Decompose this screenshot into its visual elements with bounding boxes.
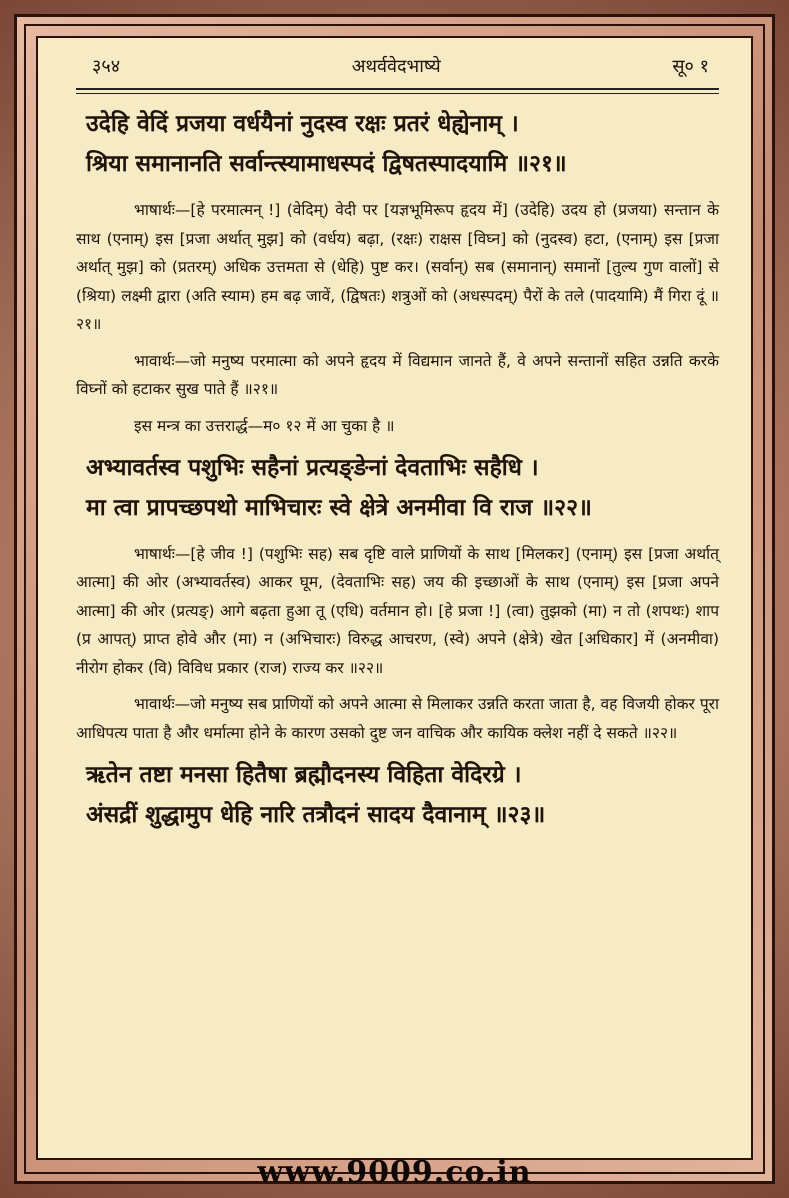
- mantra-22-line-2: मा त्वा प्रापच्छपथो माभिचारः स्वे क्षेत्रे अनमीवा वि राज ॥२२॥: [86, 493, 592, 521]
- header-rule: [76, 88, 719, 90]
- book-title: अथर्ववेदभाष्ये: [351, 56, 441, 77]
- mantra-23-line-1: ऋतेन तष्टा मनसा हितैषा ब्रह्मौदनस्य विहिता वेदिरग्रे ।: [86, 761, 522, 788]
- sukta-number: सू० १: [672, 56, 709, 77]
- mantra-21-line-1: उदेहि वेदिं प्रजया वर्धयैनां नुदस्व रक्षः प्रतरं धेह्येनाम् ।: [86, 110, 519, 137]
- mantra-23-line-2: अंसद्रीं शुद्धामुप धेहि नारि तत्रौदनं सादय दैवानाम् ॥२३॥: [86, 801, 546, 828]
- scanned-page: [36, 36, 753, 1160]
- bhasharth-22: भाषार्थः—[हे जीव !] (पशुभिः सह) सब दृष्टि वाले प्राणियों के साथ [मिलकर] (एनाम्) इस [प्रजा अर्थात् आत्मा] की ओर (अभ्यावर्तस्व) आकर घूम, (देवताभिः सह) जय की इच्छाओं के साथ (एनाम्) इस [प्रजा अपने आत्मा] की ओर (प्रत्यङ्) आगे बढ़ता हुआ तू (एधि) वर्तमान हो। [हे प्रजा !] (त्वा) तुझको (मा) न तो (शपथः) शाप (प्र आपत्) प्राप्त होवे और (मा) न (अभिचारः) विरुद्ध आचरण, (स्वे) अपने (क्षेत्रे) खेत [अधिकार] में (अनमीवा) नीरोग होकर (वि) विविध प्रकार (राज) राज्य कर ॥२२॥: [76, 544, 719, 677]
- note-21: इस मन्त्र का उत्तरार्द्ध—म० १२ में आ चुका है ॥: [134, 416, 395, 435]
- bhavarth-21: भावार्थः—जो मनुष्य परमात्मा को अपने हृदय में विद्यमान जानते हैं, वे अपने सन्तानों सहित उन्नति करके विघ्नों को हटाकर सुख पाते हैं ॥२१॥: [76, 351, 719, 398]
- header-rule-secondary: [76, 93, 719, 94]
- page-header: [76, 50, 719, 82]
- page-number: ३५४: [92, 56, 121, 77]
- bhasharth-21: भाषार्थः—[हे परमात्मन् !] (वेदिम्) वेदी पर [यज्ञभूमिरूप हृदय में] (उदेहि) उदय हो (प्रजया) सन्तान के साथ (एनाम्) इस [प्रजा अर्थात् मुझ] को (वर्धय) बढ़ा, (रक्षः) राक्षस [विघ्न] को (नुदस्व) हटा, (एनाम्) इस [प्रजा अर्थात् मुझ] को (प्रतरम्) अधिक उत्तमता से (धेहि) पुष्ट कर। (सर्वान्) सब (समानान्) समानों [तुल्य गुण वालों] से (श्रिया) लक्ष्मी द्वारा (अति स्याम) हम बढ़ जावें, (द्विषतः) शत्रुओं को (अधस्पदम्) पैरों के तले (पादयामि) मैं गिरा दूं ॥२१॥: [76, 201, 719, 333]
- website-footer: www.9009.co.in: [257, 1155, 532, 1190]
- mantra-22-line-1: अभ्यावर्तस्व पशुभिः सहैनां प्रत्यङ्ङेनां देवताभिः सहैधि ।: [86, 453, 539, 481]
- mantra-21-line-2: श्रिया समानानति सर्वान्त्स्यामाधस्पदं द्विषतस्पादयामि ॥२१॥: [86, 150, 567, 177]
- bhavarth-22: भावार्थः—जो मनुष्य सब प्राणियों को अपने आत्मा से मिलाकर उन्नति करता जाता है, वह विजयी होकर पूरा आधिपत्य पाता है और धर्मात्मा होने के कारण उसको दुष्ट जन वाचिक और कायिक क्लेश नहीं दे सकते ॥२२॥: [76, 695, 719, 742]
